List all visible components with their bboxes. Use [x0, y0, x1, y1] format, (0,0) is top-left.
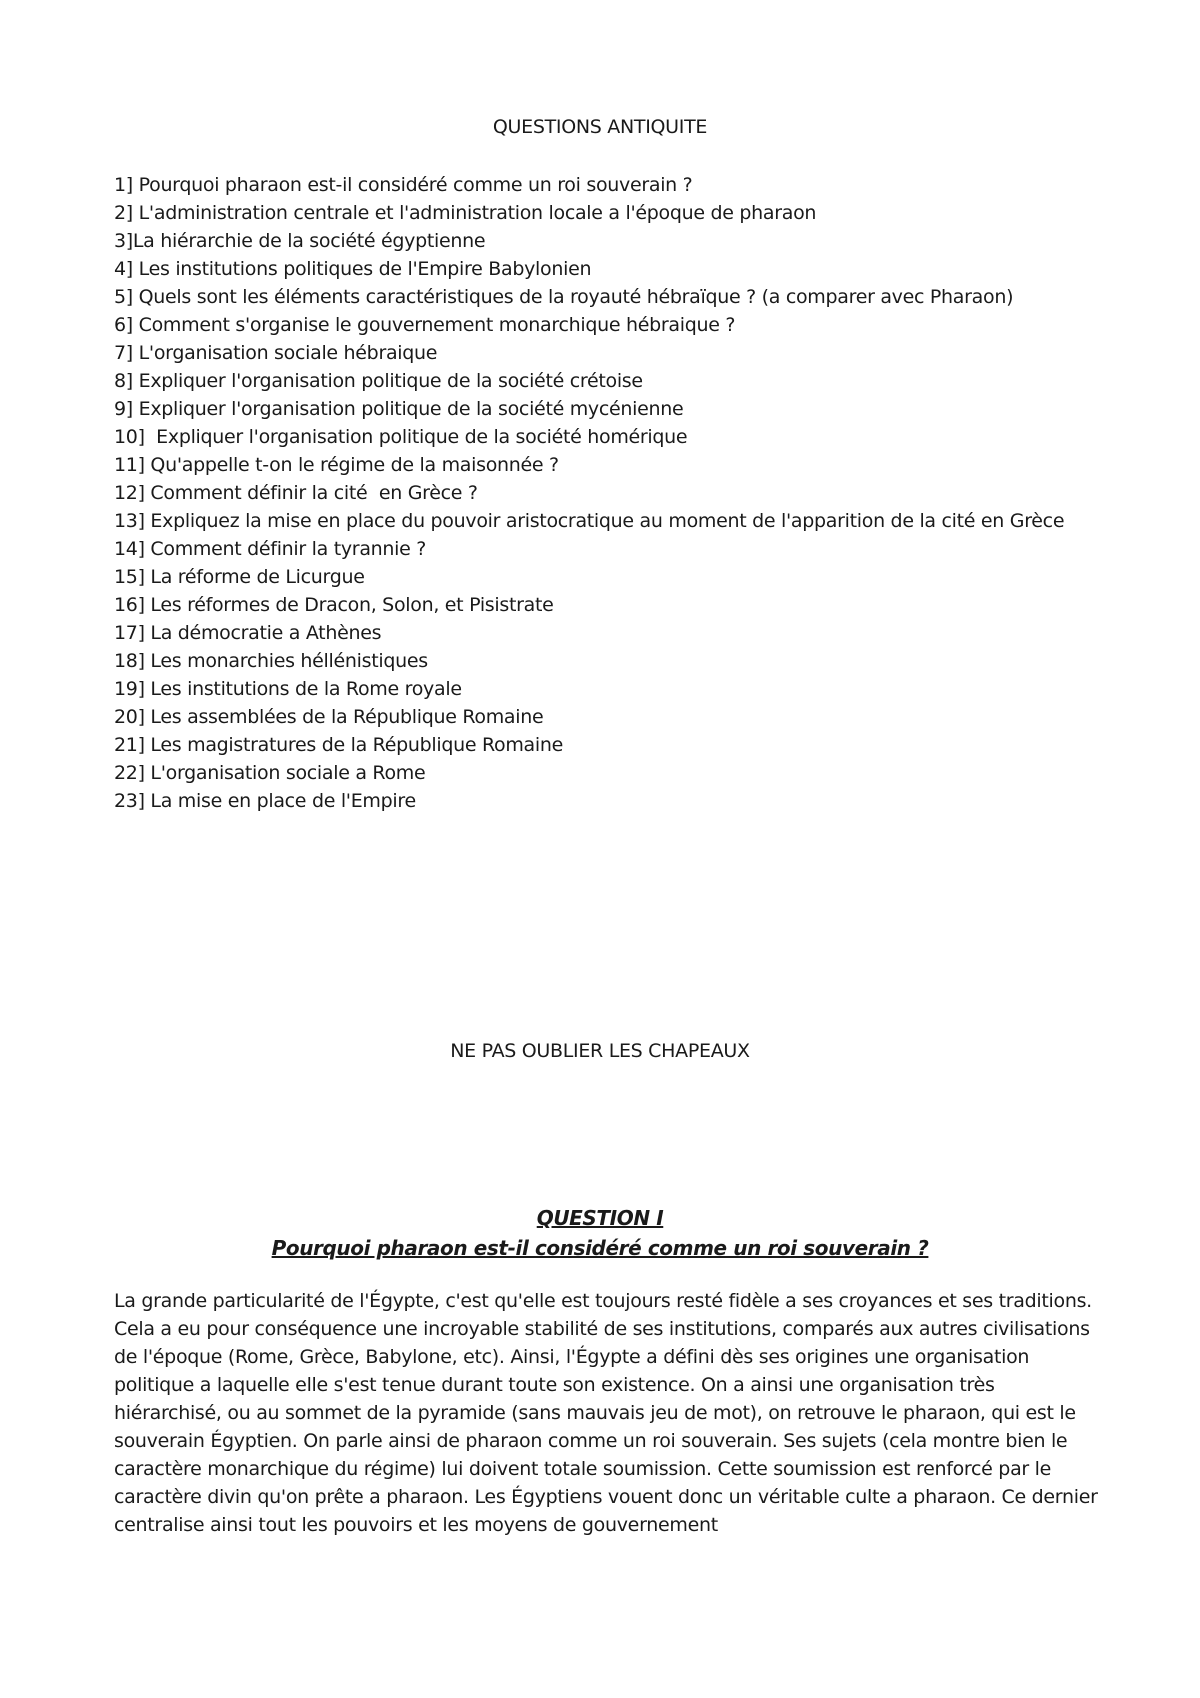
reminder-note: NE PAS OUBLIER LES CHAPEAUX	[450, 1040, 750, 1062]
question-item: 17] La démocratie a Athènes	[114, 622, 382, 644]
question-item: 7] L'organisation sociale hébraique	[114, 342, 438, 364]
question-item: 18] Les monarchies héllénistiques	[114, 650, 428, 672]
question-item: 4] Les institutions politiques de l'Empire Babylonien	[114, 258, 592, 280]
question-item: 23] La mise en place de l'Empire	[114, 790, 416, 812]
question-item: 8] Expliquer l'organisation politique de la société crétoise	[114, 370, 643, 392]
question-item: 11] Qu'appelle t-on le régime de la maisonnée ?	[114, 454, 559, 476]
question-item: 16] Les réformes de Dracon, Solon, et Pisistrate	[114, 594, 554, 616]
document-title: QUESTIONS ANTIQUITE	[492, 116, 708, 138]
question-item: 14] Comment définir la tyrannie ?	[114, 538, 427, 560]
question-item: 3]La hiérarchie de la société égyptienne	[114, 230, 486, 252]
section-heading: QUESTION I	[536, 1206, 664, 1230]
question-item: 22] L'organisation sociale a Rome	[114, 762, 426, 784]
question-item: 2] L'administration centrale et l'administration locale a l'époque de pharaon	[114, 202, 817, 224]
question-item: 6] Comment s'organise le gouvernement monarchique hébraique ?	[114, 314, 736, 336]
question-item: 15] La réforme de Licurgue	[114, 566, 365, 588]
question-item: 12] Comment définir la cité en Grèce ?	[114, 482, 478, 504]
question-item: 1] Pourquoi pharaon est-il considéré comme un roi souverain ?	[114, 174, 693, 196]
question-item: 19] Les institutions de la Rome royale	[114, 678, 462, 700]
answer-paragraph: La grande particularité de l'Égypte, c'est qu'elle est toujours resté fidèle a ses croyances et ses traditions. Cela a eu pour conséquence une incroyable stabilité de ses institutions, comparés aux autres civilisations de l'époque (Rome, Grèce, Babylone, etc). Ainsi, l'Égypte a défini dès ses origines une organisation politique a laquelle elle s'est tenue durant toute son existence. On a ainsi une organisation très hiérarchisé, ou au sommet de la pyramide (sans mauvais jeu de mot), on retrouve le pharaon, qui est le souverain Égyptien. On parle ainsi de pharaon comme un roi souverain. Ses sujets (cela montre bien le caractère monarchique du régime) lui doivent totale soumission. Cette soumission est renforcé par le caractère divin qu'on prête a pharaon. Les Égyptiens vouent donc un véritable culte a pharaon. Ce dernier centralise ainsi tout les pouvoirs et les moyens de gouvernement	[114, 1290, 1098, 1536]
question-item: 9] Expliquer l'organisation politique de la société mycénienne	[114, 398, 684, 420]
section-heading-block	[0, 1203, 1200, 1263]
question-item: 10] Expliquer l'organisation politique de la société homérique	[114, 426, 688, 448]
section-subheading: Pourquoi pharaon est-il considéré comme un roi souverain ?	[271, 1236, 929, 1260]
question-item: 5] Quels sont les éléments caractéristiques de la royauté hébraïque ? (a comparer avec Pharaon)	[114, 286, 1014, 308]
question-item: 13] Expliquez la mise en place du pouvoir aristocratique au moment de l'apparition de la cité en Grèce	[114, 510, 1065, 532]
question-item: 20] Les assemblées de la République Romaine	[114, 706, 544, 728]
question-list	[114, 171, 1114, 815]
question-item: 21] Les magistratures de la République Romaine	[114, 734, 563, 756]
